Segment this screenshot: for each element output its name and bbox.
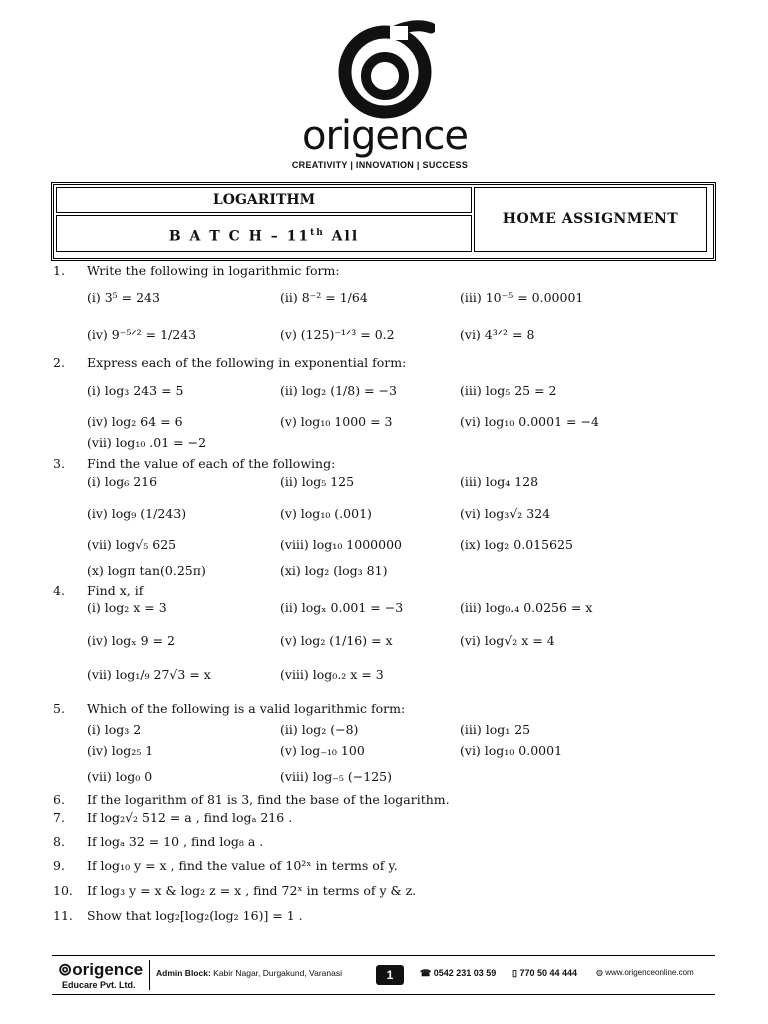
logo-tagline: CREATIVITY | INNOVATION | SUCCESS (291, 160, 469, 170)
question-item: (vi) 4³ᐟ² = 8 (460, 327, 535, 342)
question-text: Show that log₂[log₂(log₂ 16)] = 1 . (87, 908, 303, 923)
question-text: If log₁₀ y = x , find the value of 10²ˣ in terms of y. (87, 858, 398, 873)
question-number: 6. (53, 792, 65, 807)
question-item: (viii) log₋₅ (−125) (280, 769, 392, 784)
question-item: (iii) log₅ 25 = 2 (460, 383, 557, 398)
footer-divider (149, 960, 150, 990)
question-text: Find the value of each of the following: (87, 456, 336, 471)
question-text: If logₐ 32 = 10 , find log₈ a . (87, 834, 264, 849)
question-number: 5. (53, 701, 65, 716)
question-number: 2. (53, 355, 65, 370)
question-item: (ii) 8⁻² = 1/64 (280, 290, 368, 305)
question-item: (i) log₃ 243 = 5 (87, 383, 184, 398)
question-number: 4. (53, 583, 65, 598)
question-item: (i) log₃ 2 (87, 722, 142, 737)
question-number: 1. (53, 263, 65, 278)
question-item: (v) log₁₀ 1000 = 3 (280, 414, 393, 429)
question-number: 7. (53, 810, 65, 825)
question-text: Write the following in logarithmic form: (87, 263, 340, 278)
question-item: (i) 3⁵ = 243 (87, 290, 160, 305)
question-text: If log₃ y = x & log₂ z = x , find 72ˣ in terms of y & z. (87, 883, 417, 898)
page-footer (52, 955, 715, 995)
question-item: (vi) log√₂ x = 4 (460, 633, 555, 648)
question-text: Which of the following is a valid logarithmic form: (87, 701, 406, 716)
question-item: (vii) log₁/₉ 27√3 = x (87, 667, 211, 682)
question-item: (vii) log₀ 0 (87, 769, 153, 784)
question-item: (iii) log₀.₄ 0.0256 = x (460, 600, 593, 615)
question-item: (iv) logₓ 9 = 2 (87, 633, 175, 648)
question-item: (ii) log₂ (1/8) = −3 (280, 383, 397, 398)
question-item: (viii) log₀.₂ x = 3 (280, 667, 384, 682)
question-item: (iv) log₉ (1/243) (87, 506, 187, 521)
batch-label: B A T C H – 11th All (56, 215, 472, 252)
footer-phone-landline: ☎ 0542 231 03 59 (420, 968, 497, 978)
question-item: (vi) log₁₀ 0.0001 (460, 743, 563, 758)
question-item: (i) log₆ 216 (87, 474, 158, 489)
question-item: (ii) log₅ 125 (280, 474, 355, 489)
question-item: (vii) log√₅ 625 (87, 537, 177, 552)
footer-company: Educare Pvt. Ltd. (62, 980, 136, 990)
question-item: (iii) 10⁻⁵ = 0.00001 (460, 290, 584, 305)
question-number: 3. (53, 456, 65, 471)
footer-address: Admin Block: Kabir Nagar, Durgakund, Varanasi (156, 968, 342, 978)
footer-website[interactable]: ◍ www.origenceonline.com (596, 968, 694, 977)
logo-brand-text: origence (302, 113, 468, 159)
question-text: Find x, if (87, 583, 144, 598)
question-item: (vi) log₁₀ 0.0001 = −4 (460, 414, 599, 429)
question-item: (iii) log₄ 128 (460, 474, 539, 489)
question-item: (v) log₋₁₀ 100 (280, 743, 365, 758)
question-item: (ix) log₂ 0.015625 (460, 537, 573, 552)
question-item: (vii) log₁₀ .01 = −2 (87, 435, 207, 450)
question-item: (iv) 9⁻⁵ᐟ² = 1/243 (87, 327, 197, 342)
mobile-phone-icon: ▯ (512, 968, 520, 978)
question-number: 9. (53, 858, 65, 873)
globe-icon: ◍ (596, 968, 606, 977)
question-item: (ii) logₓ 0.001 = −3 (280, 600, 404, 615)
assignment-type: HOME ASSIGNMENT (474, 187, 707, 252)
topic-title: LOGARITHM (56, 187, 472, 213)
question-item: (v) log₂ (1/16) = x (280, 633, 393, 648)
question-item: (iii) log₁ 25 (460, 722, 531, 737)
question-text: Express each of the following in exponential form: (87, 355, 407, 370)
question-item: (i) log₂ x = 3 (87, 600, 167, 615)
telephone-icon: ☎ (420, 968, 434, 978)
footer-phone-mobile: ▯ 770 50 44 444 (512, 968, 578, 978)
question-item: (iv) log₂ 64 = 6 (87, 414, 183, 429)
footer-brand: ⊚origence (58, 960, 144, 979)
question-text: If the logarithm of 81 is 3, find the base of the logarithm. (87, 792, 450, 807)
origence-mini-icon: ⊚ (58, 960, 73, 979)
page-number: 1 (376, 965, 404, 985)
question-item: (x) logπ tan(0.25π) (87, 563, 206, 578)
question-number: 10. (53, 883, 73, 898)
question-item: (vi) log₃√₂ 324 (460, 506, 551, 521)
question-number: 11. (53, 908, 73, 923)
question-item: (iv) log₂₅ 1 (87, 743, 154, 758)
question-text: If log₂√₂ 512 = a , find logₐ 216 . (87, 810, 293, 825)
question-item: (viii) log₁₀ 1000000 (280, 537, 402, 552)
question-item: (v) (125)⁻¹ᐟ³ = 0.2 (280, 327, 395, 342)
question-number: 8. (53, 834, 65, 849)
question-item: (v) log₁₀ (.001) (280, 506, 372, 521)
question-item: (ii) log₂ (−8) (280, 722, 359, 737)
question-item: (xi) log₂ (log₃ 81) (280, 563, 388, 578)
